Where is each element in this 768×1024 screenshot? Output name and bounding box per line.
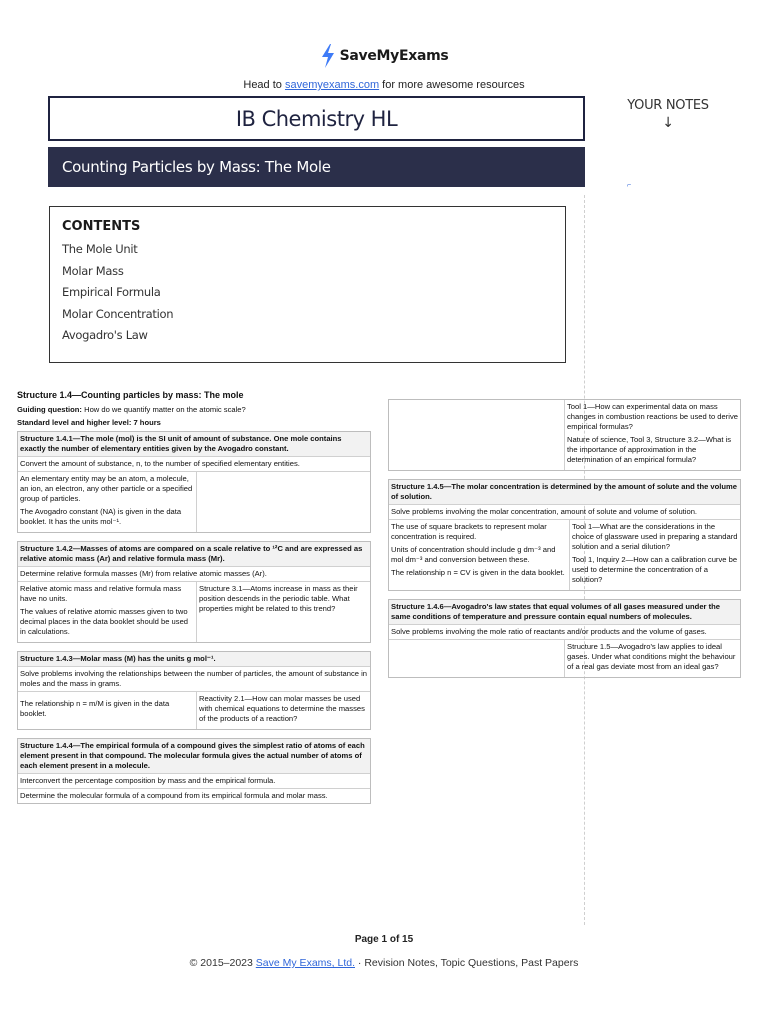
block-linking xyxy=(569,520,740,590)
linking-question: Tool 1, Inquiry 2—How can a calibration curve be used to determine the concentration of a solution? xyxy=(572,555,738,585)
block-linking xyxy=(196,692,370,729)
tagline-suffix: for more awesome resources xyxy=(379,79,525,91)
block-guidance xyxy=(389,640,564,677)
page-title-box xyxy=(48,96,585,141)
copyright-suffix: · Revision Notes, Topic Questions, Past Papers xyxy=(355,957,579,969)
syllabus-block-1-4-6 xyxy=(388,599,741,678)
contents-item-molar-mass[interactable]: Molar Mass xyxy=(62,263,124,278)
block-grid xyxy=(389,640,740,677)
guidance-text: The values of relative atomic masses given to two decimal places in the data booklet should be used in calculations. xyxy=(20,607,189,637)
block-objective: Solve problems involving the molar concentration, amount of solute and volume of solution. xyxy=(389,505,740,520)
guidance-text: Relative atomic mass and relative formula mass have no units. xyxy=(20,584,182,604)
linking-question: Reactivity 2.1—How can molar masses be used with chemical equations to determine the masses of the products of a reaction? xyxy=(199,694,365,724)
syllabus-left-column xyxy=(17,390,371,812)
guiding-text: How do we quantify matter on the atomic scale? xyxy=(81,404,246,414)
page-number: Page 1 of 15 xyxy=(354,934,414,945)
notes-marker-icon: ⌐ xyxy=(627,182,632,189)
linking-question: Structure 3.1—Atoms increase in mass as their position descends in the periodic table. What properties might be related to this trend? xyxy=(199,584,358,614)
copyright-prefix: © 2015–2023 xyxy=(189,957,256,969)
contents-item-mole-unit[interactable]: The Mole Unit xyxy=(62,242,138,256)
guiding-question xyxy=(17,405,371,415)
guidance-text: The relationship n = m/M is given in the data booklet. xyxy=(20,699,170,719)
contents-box xyxy=(49,206,566,363)
syllabus-block-1-4-4-continued xyxy=(388,399,741,471)
block-heading: Structure 1.4.3—Molar mass (M) has the units g mol⁻¹. xyxy=(18,652,370,667)
block-linking xyxy=(564,400,740,470)
syllabus-right-column xyxy=(388,399,741,686)
linking-question: Structure 1.5—Avogadro's law applies to ideal gases. Under what conditions might the behaviour of a real gas deviate most from an ideal gas? xyxy=(567,642,736,672)
page-title: IB Chemistry HL xyxy=(235,106,398,131)
block-guidance xyxy=(18,472,196,532)
block-guidance xyxy=(389,400,564,470)
copyright-line xyxy=(0,957,768,969)
contents-item-empirical-formula[interactable]: Empirical Formula xyxy=(62,285,161,299)
page-header xyxy=(0,44,768,91)
guidance-text: The use of square brackets to represent molar concentration is required. xyxy=(391,522,547,542)
linking-question: Tool 1—What are the considerations in the choice of glassware used in preparing a standard solution and a serial dilution? xyxy=(572,522,738,552)
syllabus-block-1-4-5 xyxy=(388,479,741,591)
guiding-label: Guiding question: xyxy=(17,404,82,414)
contents-item-molar-concentration[interactable]: Molar Concentration xyxy=(62,306,174,321)
block-objective: Interconvert the percentage composition by mass and the empirical formula. xyxy=(18,774,370,789)
topic-banner xyxy=(48,147,585,187)
block-heading: Structure 1.4.1—The mole (mol) is the SI unit of amount of substance. One mole contains exactly the number of elementary entities given by the Avogadro constant. xyxy=(18,432,370,457)
syllabus-block-1-4-1 xyxy=(17,431,371,533)
block-heading: Structure 1.4.2—Masses of atoms are compared on a scale relative to ¹²C and are expressed as relative atomic mass (Ar) and relative formula mass (Mr). xyxy=(18,542,370,567)
company-link[interactable]: Save My Exams, Ltd. xyxy=(255,957,355,969)
linking-question: Tool 1—How can experimental data on mass changes in combustion reactions be used to derive empirical formulas? xyxy=(567,402,738,432)
syllabus-block-1-4-4 xyxy=(17,738,371,804)
syllabus-heading: Structure 1.4—Counting particles by mass: The mole xyxy=(17,390,244,400)
block-guidance xyxy=(389,520,569,590)
lightning-bolt-icon xyxy=(320,44,336,68)
block-guidance xyxy=(18,582,196,642)
syllabus-block-1-4-2 xyxy=(17,541,371,643)
block-objective: Solve problems involving the relationships between the number of particles, the amount of substance in moles and the mass in grams. xyxy=(18,667,370,692)
guidance-text: Units of concentration should include g dm⁻³ and mol dm⁻³ and conversion between these. xyxy=(391,545,556,565)
block-heading: Structure 1.4.4—The empirical formula of a compound gives the simplest ratio of atoms of each element present in that compound. The molecular formula gives the actual number of atoms of each element present in a molecule. xyxy=(18,739,370,774)
block-grid xyxy=(389,520,740,590)
block-objective: Convert the amount of substance, n, to the number of specified elementary entities. xyxy=(18,457,370,472)
teaching-hours: Standard level and higher level: 7 hours xyxy=(17,417,161,427)
arrow-down-icon: ↓ xyxy=(662,115,674,131)
block-grid xyxy=(389,400,740,470)
block-guidance xyxy=(18,692,196,729)
contents-item-avogadros-law[interactable]: Avogadro's Law xyxy=(62,328,148,342)
brand-name: SaveMyExams xyxy=(339,48,449,64)
syllabus-block-1-4-3 xyxy=(17,651,371,730)
block-objective: Solve problems involving the mole ratio of reactants and/or products and the volume of gases. xyxy=(389,625,740,640)
contents-heading: CONTENTS xyxy=(62,219,141,234)
block-grid xyxy=(18,472,370,532)
tagline xyxy=(0,79,768,91)
topic-title: Counting Particles by Mass: The Mole xyxy=(62,158,331,176)
guidance-text: The Avogadro constant (NA) is given in the data booklet. It has the units mol⁻¹. xyxy=(20,507,182,527)
guidance-text: The relationship n = CV is given in the data booklet. xyxy=(391,568,565,578)
your-notes-text: YOUR NOTES xyxy=(627,98,709,113)
contents-list xyxy=(62,242,553,350)
block-objective: Determine relative formula masses (Mr) from relative atomic masses (Ar). xyxy=(18,567,370,582)
guidance-text: An elementary entity may be an atom, a molecule, an ion, an electron, any other particle or a specified group of particles. xyxy=(20,473,193,503)
block-heading: Structure 1.4.6—Avogadro's law states that equal volumes of all gases measured under the same conditions of temperature and pressure contain equal numbers of molecules. xyxy=(389,600,740,625)
block-heading: Structure 1.4.5—The molar concentration is determined by the amount of solute and the volume of solution. xyxy=(389,480,740,505)
brand-logo[interactable] xyxy=(320,44,449,68)
block-linking xyxy=(196,582,370,642)
savemyexams-link[interactable]: savemyexams.com xyxy=(284,79,380,91)
block-linking xyxy=(564,640,740,677)
block-grid xyxy=(18,692,370,729)
your-notes-label xyxy=(622,98,714,131)
block-linking xyxy=(196,472,370,532)
linking-question: Nature of science, Tool 3, Structure 3.2—What is the importance of approximation in the determination of an empirical formula? xyxy=(567,435,732,465)
block-grid xyxy=(18,582,370,642)
block-objective: Determine the molecular formula of a compound from its empirical formula and molar mass. xyxy=(20,791,328,801)
tagline-prefix: Head to xyxy=(243,79,285,91)
